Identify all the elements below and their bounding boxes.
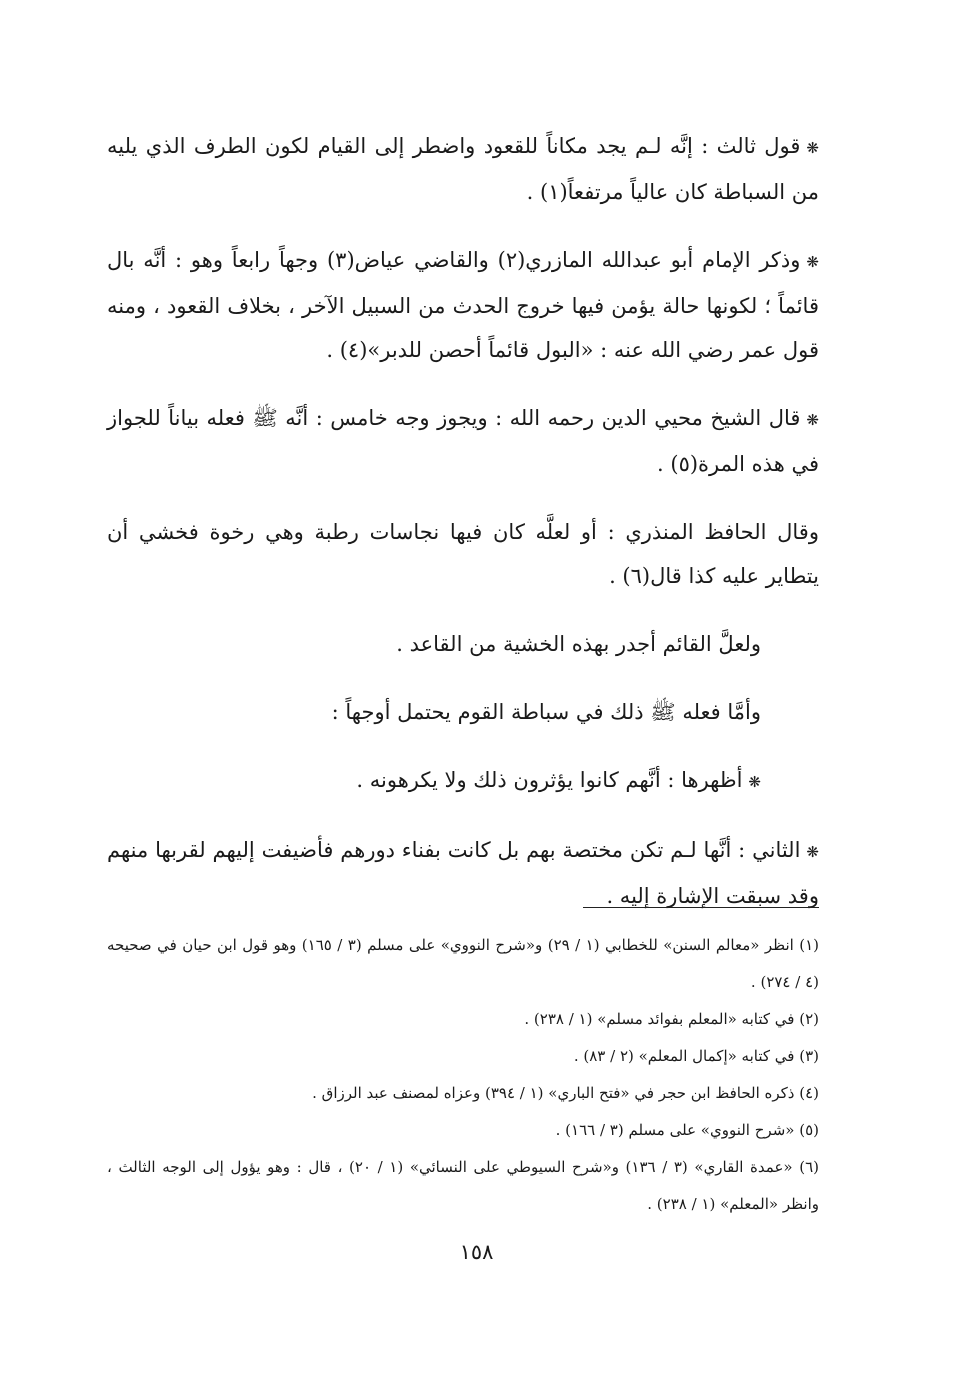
star-bullet-icon: ❋ — [748, 773, 761, 791]
footnote-2: (٢) في كتابه «المعلم بفوائد مسلم» (١ / ٢٣٨) . — [524, 1010, 819, 1028]
footnote-6: (٦) «عمدة القاري» (٣ / ١٣٦) و«شرح السيوطي على النسائي» (١ / ٢٠) ، قال : وهو يؤول إلى الوجه الثالث ، وانظر «المعلم» (١ / ٢٣٨) . — [107, 1158, 819, 1213]
paragraph-8 — [107, 828, 819, 918]
paragraph-text: وذكر الإمام أبو عبدالله المازري(٢) والقاضي عياض(٣) وجهاً رابعاً وهو : أنَّه بال قائماً ؛ لكونها حالة يؤمن فيها خروج الحدث من السبيل الآخر ، بخلاف القعود ، ومنه قول عمر رضي الله عنه : «البول قائماً أحصن للدبر»(٤) . — [107, 248, 819, 362]
star-bullet-icon: ❋ — [806, 139, 819, 157]
page-number: ١٥٨ — [459, 1240, 494, 1264]
paragraph-4 — [107, 510, 819, 598]
footnote-1: (١) انظر «معالم السنن» للخطابي (١ / ٢٩) و«شرح النووي» على مسلم (٣ / ١٦٥) وهو قول ابن حيان في صحيحه (٤ / ٢٧٤) . — [107, 936, 819, 991]
star-bullet-icon: ❋ — [806, 253, 819, 271]
footnotes — [107, 927, 819, 1223]
star-bullet-icon: ❋ — [806, 411, 819, 429]
paragraph-3 — [107, 396, 819, 486]
paragraph-text: ولعلَّ القائم أجدر بهذه الخشية من القاعد . — [396, 632, 761, 656]
paragraph-text: وقال الحافظ المنذري : أو لعلَّه كان فيها نجاسات رطبة وهي رخوة فخشي أن يتطاير عليه كذا قال(٦) . — [107, 520, 819, 588]
paragraph-text: قول ثالث : إنَّه لـم يجد مكاناً للقعود واضطر إلى القيام لكون الطرف الذي يليه من السباطة كان عالياً مرتفعاً(١) . — [107, 134, 819, 204]
paragraph-1 — [107, 124, 819, 214]
footnote-5: (٥) «شرح النووي» على مسلم (٣ / ١٦٦) . — [555, 1121, 819, 1139]
paragraph-text: الثاني : أنَّها لـم تكن مختصة بهم بل كانت بفناء دورهم فأضيفت إليهم لقربها منهم وقد سبقت الإشارة إليه . — [107, 838, 819, 908]
paragraph-text: وأمَّا فعله ﷺ ذلك في سباطة القوم يحتمل أوجهاً : — [331, 700, 761, 724]
footnote-3: (٣) في كتابه «إكمال المعلم» (٢ / ٨٣) . — [573, 1047, 819, 1065]
footnote-divider — [583, 907, 819, 908]
paragraph-text: أظهرها : أنَّهم كانوا يؤثرون ذلك ولا يكرهونه . — [356, 768, 743, 792]
paragraph-5 — [107, 622, 819, 666]
paragraph-7 — [107, 758, 819, 804]
footnote-4: (٤) ذكره الحافظ ابن حجر في «فتح الباري» (١ / ٣٩٤) وعزاه لمصنف عبد الرزاق . — [312, 1084, 819, 1102]
paragraph-6 — [107, 690, 819, 734]
main-text — [107, 124, 819, 942]
paragraph-text: قال الشيخ محيي الدين رحمه الله : ويجوز وجه خامس : أنَّه ﷺ فعله بياناً للجواز في هذه المرة(٥) . — [107, 406, 819, 476]
star-bullet-icon: ❋ — [806, 843, 819, 861]
paragraph-2 — [107, 238, 819, 372]
